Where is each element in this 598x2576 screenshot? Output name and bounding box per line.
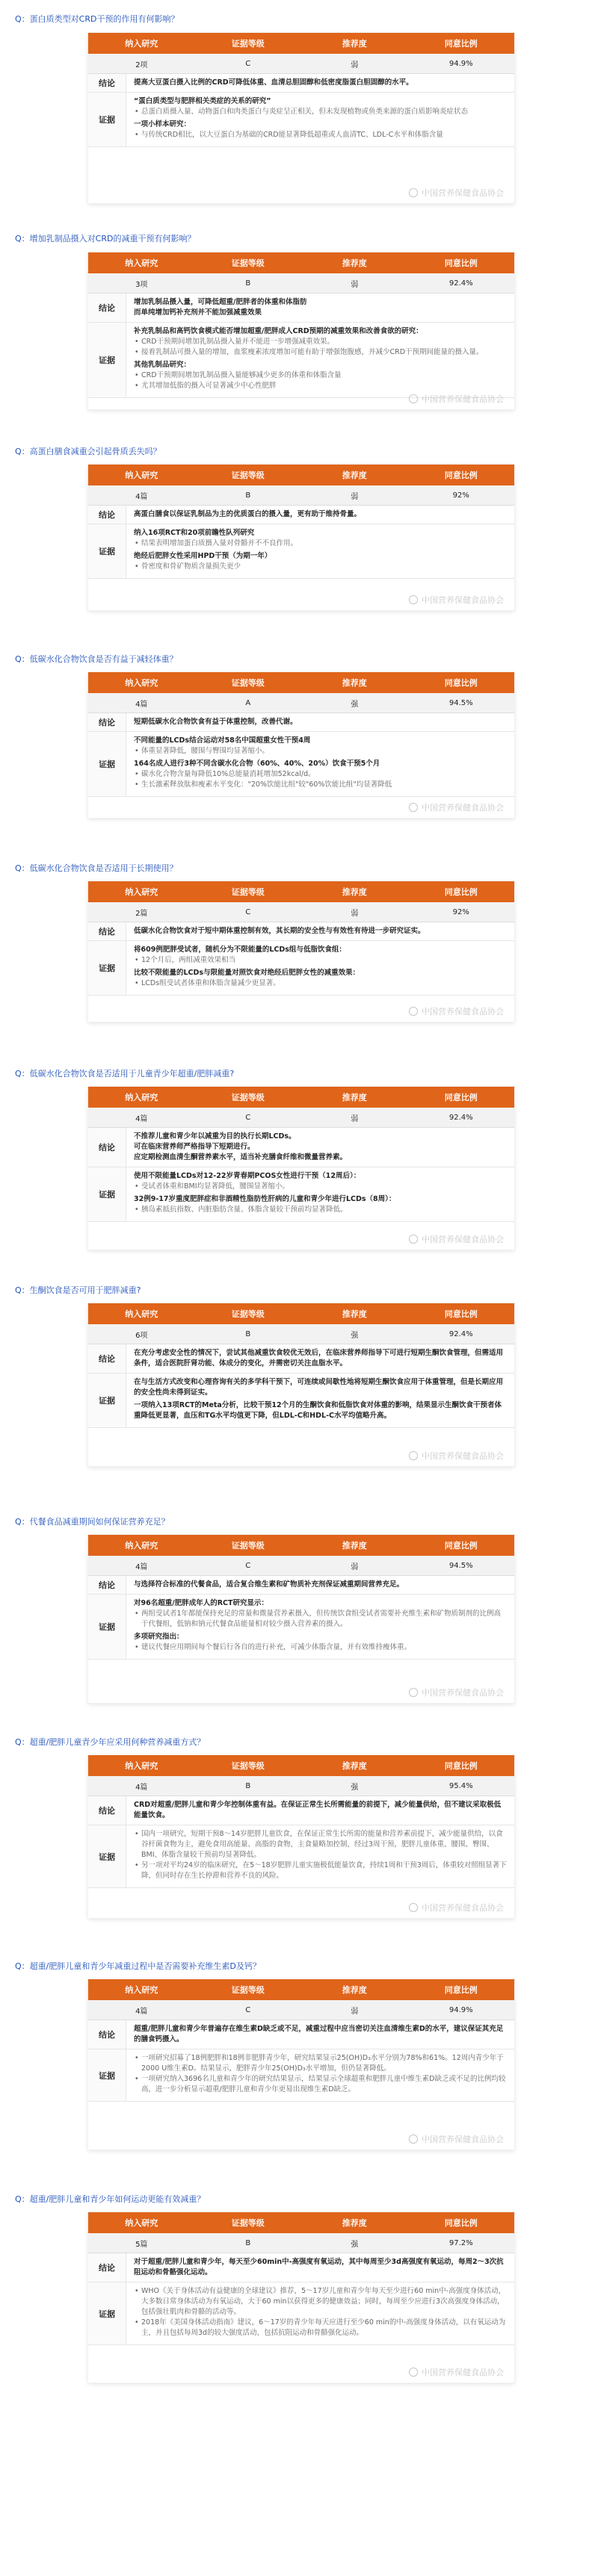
evidence-section-title: 比较不限能量的LCDs与限能量对照饮食对绝经后肥胖女性的减重效果：: [134, 969, 360, 977]
watermark-text: 中国营养保健食品协会: [422, 1451, 504, 1461]
table-value-cell: B: [245, 1781, 251, 1790]
table-header-cell: 证据等级: [231, 1985, 265, 1995]
evidence-section-title: 使用不限能量LCDs对12-22岁青春期PCOS女性进行干预（12周后）：: [134, 1172, 361, 1180]
table-value-cell: 4篇: [135, 2007, 148, 2016]
evidence-section-title: 32例9-17岁重度肥胖症和非酒精性脂肪性肝病的儿童和青少年进行LCDs（8周）：: [134, 1195, 396, 1203]
watermark: [408, 801, 504, 813]
table-header-cell: 纳入研究: [125, 1985, 158, 1995]
conclusion-content: [126, 713, 514, 731]
conclusion-text: 提高大豆蛋白摄入比例的CRD可降低体重、血清总胆固醇和低密度脂蛋白胆固醇的水平。: [134, 78, 413, 87]
table-header-cell: 纳入研究: [125, 471, 158, 480]
table-header-cell: 纳入研究: [125, 39, 158, 49]
evidence-row: [88, 1374, 514, 1428]
table-value-row: [88, 485, 514, 506]
evidence-bullet: • 建议代餐应用期间每个餐后行各自的进行补充，可减少体脂含量，并有效维持瘦体重。: [134, 1642, 507, 1653]
table-header-cell: 纳入研究: [125, 887, 158, 897]
evidence-label: 证据: [88, 93, 126, 146]
table-header-cell: 同意比例: [444, 39, 478, 49]
chat-bubble-icon: [408, 1902, 419, 1913]
table-value-cell: 强: [351, 2240, 359, 2249]
evidence-bullet: • 体重显著降低，腰围与臀围均显著缩小。: [134, 746, 507, 757]
conclusion-row: [88, 2253, 514, 2282]
table-value-cell: 4篇: [135, 1562, 148, 1571]
chat-bubble-icon: [408, 1450, 419, 1461]
evidence-section: [134, 528, 507, 549]
watermark-text: 中国营养保健食品协会: [422, 394, 504, 404]
evidence-bullet: • 总蛋白质摄入量、动物蛋白和肉类蛋白与炎症呈正相关，但未发现植物或鱼类来源的蛋白质影响炎症状态: [134, 107, 507, 117]
watermark-text: 中国营养保健食品协会: [422, 1235, 504, 1244]
summary-table: [88, 672, 514, 818]
table-value-row: [88, 902, 514, 922]
evidence-content: [126, 941, 514, 995]
evidence-section-title: 一项小样本研究：: [134, 120, 191, 128]
evidence-label: 证据: [88, 1825, 126, 1887]
table-header-cell: 同意比例: [444, 2218, 478, 2228]
evidence-section-title: 其他乳制品研究：: [134, 361, 191, 369]
conclusion-content: [126, 922, 514, 940]
conclusion-row: [88, 74, 514, 93]
evidence-label: 证据: [88, 1167, 126, 1221]
conclusion-label: 结论: [88, 922, 126, 940]
evidence-section-title: 对96名超重/肥胖成年人的RCT研究显示：: [134, 1599, 268, 1607]
table-value-cell: 强: [351, 1331, 359, 1340]
table-value-cell: 94.5%: [449, 1561, 473, 1570]
conclusion-text: CRD对超重/肥胖儿童和青少年控制体重有益。在保证正常生长所需能量的前提下，减少能量供给，但不建议采取极低能量饮食。: [134, 1801, 502, 1819]
question-link[interactable]: Q：代餐食品减重期间如何保证营养充足？: [15, 1517, 170, 1527]
table-header-cell: 推荐度: [342, 1761, 367, 1771]
table-header-cell: 证据等级: [231, 258, 265, 268]
conclusion-label: 结论: [88, 1796, 126, 1825]
table-value-cell: 97.2%: [449, 2238, 473, 2247]
chat-bubble-icon: [408, 2134, 419, 2144]
table-header-row: [88, 1303, 514, 1324]
evidence-section: [134, 1400, 507, 1421]
table-header-row: [88, 252, 514, 273]
question-link[interactable]: Q：低碳水化合物饮食是否适用于儿童青少年超重/肥胖减重?: [15, 1069, 235, 1078]
conclusion-text: 高蛋白膳食以保证乳制品为主的优质蛋白的摄入量，更有助于维持骨量。: [134, 510, 362, 518]
table-value-cell: 强: [351, 700, 359, 709]
table-value-cell: 92%: [452, 491, 469, 500]
question-link[interactable]: Q：蛋白质类型对CRD干预的作用有何影响？: [15, 14, 179, 24]
conclusion-label: 结论: [88, 2253, 126, 2282]
conclusion-text: 超重/肥胖儿童和青少年普遍存在维生素D缺乏或不足，减重过程中应当密切关注血清维生素D的水平，建议保证其充足的膳食钙摄入。: [134, 2025, 504, 2043]
table-header-cell: 纳入研究: [125, 258, 158, 268]
question-link[interactable]: Q：超重/肥胖儿童和青少年减重过程中是否需要补充维生素D及钙？: [15, 1961, 261, 1971]
chat-bubble-icon: [408, 1006, 419, 1017]
table-value-cell: 6项: [135, 1331, 148, 1340]
table-value-cell: 4篇: [135, 1114, 148, 1123]
conclusion-label: 结论: [88, 1128, 126, 1167]
evidence-bullet: • 骨密度和骨矿物质含量损失更少: [134, 562, 507, 572]
watermark-text: 中国营养保健食品协会: [422, 2135, 504, 2144]
summary-table: [88, 2212, 514, 2383]
table-header-cell: 推荐度: [342, 1309, 367, 1319]
conclusion-row: [88, 1344, 514, 1374]
table-header-cell: 推荐度: [342, 1985, 367, 1995]
evidence-content: [126, 1167, 514, 1221]
conclusion-text: 与选择符合标准的代餐食品，适合复合维生素和矿物质补充剂保证减重期间营养充足。: [134, 1580, 404, 1589]
evidence-bullet: • 与传统CRD相比，以大豆蛋白为基础的CRD能显著降低超重或人血清TC、LDL-C水平和体脂含量: [134, 130, 507, 140]
table-value-cell: 弱: [351, 60, 359, 69]
conclusion-content: [126, 506, 514, 524]
evidence-row: [88, 1825, 514, 1888]
evidence-bullet: • 12个月后，两组减重效果相当: [134, 955, 507, 966]
evidence-section-title: 纳入16项RCT和20项前瞻性队列研究: [134, 529, 255, 537]
evidence-section: [134, 736, 507, 757]
table-value-cell: A: [245, 698, 251, 707]
table-header-cell: 证据等级: [231, 1093, 265, 1102]
conclusion-row: [88, 713, 514, 732]
table-value-cell: C: [245, 1561, 251, 1570]
conclusion-label: 结论: [88, 1344, 126, 1373]
table-value-row: [88, 1324, 514, 1344]
table-header-row: [88, 1535, 514, 1556]
table-value-cell: 92%: [452, 907, 469, 916]
evidence-label: 证据: [88, 732, 126, 796]
watermark: [408, 1005, 504, 1017]
evidence-section-title: 多项研究指出：: [134, 1633, 184, 1641]
evidence-label: 证据: [88, 941, 126, 995]
evidence-row: [88, 2282, 514, 2345]
conclusion-label: 结论: [88, 74, 126, 92]
summary-table: [88, 1535, 514, 1703]
evidence-section-title: 不同能量的LCDs结合运动对58名中国超重女性干预4周: [134, 736, 311, 745]
watermark-text: 中国营养保健食品协会: [422, 803, 504, 813]
chat-bubble-icon: [408, 2367, 419, 2377]
table-header-cell: 证据等级: [231, 471, 265, 480]
conclusion-row: [88, 922, 514, 941]
watermark-text: 中国营养保健食品协会: [422, 188, 504, 198]
watermark: [408, 594, 504, 606]
watermark-text: 中国营养保健食品协会: [422, 1007, 504, 1017]
evidence-content: [126, 732, 514, 796]
watermark: [408, 1902, 504, 1914]
evidence-section: [134, 759, 507, 790]
table-value-cell: 弱: [351, 1562, 359, 1571]
conclusion-content: [126, 1576, 514, 1594]
table-header-cell: 同意比例: [444, 1309, 478, 1319]
table-value-cell: 弱: [351, 1114, 359, 1123]
table-value-cell: C: [245, 2005, 251, 2014]
table-header-cell: 同意比例: [444, 887, 478, 897]
evidence-row: [88, 941, 514, 996]
conclusion-content: [126, 1796, 514, 1825]
conclusion-row: [88, 1128, 514, 1167]
evidence-row: [88, 93, 514, 147]
evidence-content: [126, 2282, 514, 2344]
table-value-row: [88, 273, 514, 294]
table-header-cell: 证据等级: [231, 1761, 265, 1771]
watermark: [408, 1450, 504, 1462]
evidence-section-title: 164名成人进行3种不同含碳水化合物（60%、40%、20%）饮食干预5个月: [134, 760, 380, 768]
table-value-cell: 92.4%: [449, 279, 473, 288]
table-value-cell: 95.4%: [449, 1781, 473, 1790]
table-header-row: [88, 672, 514, 693]
table-value-cell: 强: [351, 1783, 359, 1792]
question-link[interactable]: Q：高蛋白膳食减重会引起骨质丢失吗？: [15, 447, 161, 456]
evidence-bullet: • 国内一项研究，短期干预8～14岁肥胖儿童饮食，在保证正常生长所需的能量和营养素前提下，减少能量供给，以食谷杆菌食物为主，避免食用高能量、高脂的食物，主食量略加控制，经过3周干预，肥胖儿童体重、腰围、臀围、BMI、体脂含量较干预前均显著降低。: [134, 1829, 507, 1860]
table-header-row: [88, 33, 514, 54]
chat-bubble-icon: [408, 595, 419, 605]
evidence-label: 证据: [88, 524, 126, 578]
conclusion-content: [126, 74, 514, 92]
table-value-cell: 92.4%: [449, 1113, 473, 1122]
evidence-bullet: • 一项研究纳入3696名儿童和青少年的研究结果显示，结果显示全球超重和肥胖儿童中维生素D缺乏或不足的比例均较高，进一步分析显示超重/肥胖儿童和青少年更易出现维生素D缺乏。: [134, 2074, 507, 2095]
table-header-cell: 推荐度: [342, 2218, 367, 2228]
table-header-cell: 推荐度: [342, 1541, 367, 1551]
evidence-section: [134, 96, 507, 117]
watermark: [408, 1686, 504, 1698]
table-header-cell: 同意比例: [444, 471, 478, 480]
chat-bubble-icon: [408, 1234, 419, 1244]
evidence-bullet: • 胰岛素抵抗指数、内脏脂肪含量、体脂含量较干预前均显著降低。: [134, 1205, 507, 1215]
evidence-section: [134, 120, 507, 140]
watermark-text: 中国营养保健食品协会: [422, 2368, 504, 2377]
summary-table: [88, 33, 514, 203]
evidence-label: 证据: [88, 2049, 126, 2101]
evidence-section: [134, 1377, 507, 1398]
conclusion-content: [126, 1128, 514, 1167]
table-header-cell: 同意比例: [444, 1093, 478, 1102]
evidence-content: [126, 323, 514, 397]
conclusion-text: 不推荐儿童和青少年以减重为目的执行长期LCDs。 可在临床营养师严格指导下短期进行。 应定期检测血清生酮营养素水平，适当补充膳食纤维和微量营养素。: [134, 1132, 348, 1161]
evidence-bullet: • CRD干预期间增加乳制品摄入量并不能进一步增强减重效果。: [134, 337, 507, 347]
evidence-section: [134, 968, 507, 989]
table-value-cell: B: [245, 1329, 251, 1338]
table-value-cell: 94.9%: [449, 59, 473, 68]
conclusion-label: 结论: [88, 713, 126, 731]
evidence-label: 证据: [88, 323, 126, 397]
conclusion-row: [88, 2020, 514, 2049]
conclusion-text: 增加乳制品摄入量，可降低超重/肥胖者的体重和体脂肪 而单纯增加钙补充剂并不能加强减重效果: [134, 298, 307, 317]
evidence-content: [126, 1825, 514, 1887]
evidence-bullet: • 结果表明增加蛋白质摄入量对骨骼并不不良作用。: [134, 539, 507, 549]
watermark-text: 中国营养保健食品协会: [422, 1903, 504, 1913]
table-value-cell: C: [245, 907, 251, 916]
conclusion-row: [88, 1576, 514, 1595]
conclusion-text: 低碳水化合物饮食对于短中期体重控制有效，其长期的安全性与有效性有待进一步研究证实。: [134, 927, 425, 935]
evidence-section: [134, 326, 507, 358]
table-value-cell: 2项: [135, 60, 148, 69]
evidence-content: [126, 524, 514, 578]
table-header-cell: 推荐度: [342, 39, 367, 49]
table-value-cell: 2篇: [135, 909, 148, 918]
question-link[interactable]: Q：低碳水化合物饮食是否适用于长期使用？: [15, 863, 178, 873]
conclusion-label: 结论: [88, 506, 126, 524]
watermark: [408, 2133, 504, 2145]
question-link[interactable]: Q：超重/肥胖儿童青少年应采用何种营养减重方式？: [15, 1737, 206, 1747]
watermark-text: 中国营养保健食品协会: [422, 1688, 504, 1698]
evidence-section: [134, 2053, 507, 2095]
conclusion-label: 结论: [88, 1576, 126, 1594]
conclusion-content: [126, 2020, 514, 2049]
evidence-section: [134, 1598, 507, 1630]
conclusion-content: [126, 2253, 514, 2282]
table-header-cell: 纳入研究: [125, 1541, 158, 1551]
conclusion-content: [126, 294, 514, 322]
table-header-cell: 证据等级: [231, 887, 265, 897]
table-header-cell: 推荐度: [342, 887, 367, 897]
table-header-cell: 同意比例: [444, 1761, 478, 1771]
table-header-row: [88, 465, 514, 485]
table-header-cell: 推荐度: [342, 1093, 367, 1102]
evidence-content: [126, 2049, 514, 2101]
table-header-cell: 推荐度: [342, 471, 367, 480]
evidence-bullet: • 受试者体重和BMI均显著降低，腰围显著缩小。: [134, 1182, 507, 1192]
evidence-section-title: 将609例肥胖受试者，随机分为不限能量的LCDs组与低脂饮食组：: [134, 946, 346, 954]
evidence-section: [134, 2286, 507, 2338]
table-header-cell: 证据等级: [231, 1309, 265, 1319]
table-value-row: [88, 1556, 514, 1576]
evidence-label: 证据: [88, 1595, 126, 1659]
conclusion-text: 在充分考虑安全性的情况下，尝试其他减重饮食较优无效后，在临床营养师指导下可进行短期生酮饮食管理，但需适用条件，适合医院肝肾功能、体成分的变化，并需密切关注血脂水平。: [134, 1349, 504, 1368]
table-header-cell: 证据等级: [231, 678, 265, 688]
chat-bubble-icon: [408, 187, 419, 198]
evidence-content: [126, 93, 514, 146]
evidence-row: [88, 1595, 514, 1660]
table-header-row: [88, 1755, 514, 1776]
question-link[interactable]: Q：超重/肥胖儿童和青少年如何运动更能有效减重？: [15, 2194, 206, 2204]
table-value-cell: 弱: [351, 280, 359, 289]
evidence-bullet: • 碳水化合物含量每降低10%总能量消耗增加52kcal/d。: [134, 769, 507, 780]
evidence-bullet: • 2018年《美国身体活动指南》建议，6～17岁的青少年每天应进行至少60 min的中-高强度身体活动，以有氧运动为主，并且包括每周3d的较大强度活动，包括抗阻运动和骨骼强化运动。: [134, 2318, 507, 2338]
table-value-cell: 94.5%: [449, 698, 473, 707]
question-link[interactable]: Q：增加乳制品摄入对CRD的减重干预有何影响？: [15, 234, 196, 243]
summary-table: [88, 881, 514, 1022]
evidence-section: [134, 1829, 507, 1881]
question-link[interactable]: Q：低碳水化合物饮食是否有益于减轻体重？: [15, 654, 178, 664]
chat-bubble-icon: [408, 1687, 419, 1698]
evidence-label: 证据: [88, 1374, 126, 1427]
evidence-bullet: • CRD干预期间增加乳制品摄入量能够减少更多的体重和体脂含量: [134, 370, 507, 381]
conclusion-label: 结论: [88, 2020, 126, 2049]
chat-bubble-icon: [408, 802, 419, 813]
table-header-cell: 推荐度: [342, 678, 367, 688]
summary-table: [88, 1755, 514, 1918]
evidence-bullet: • 生长激素释放肽和瘦素水平变化："20%饮能比组"较"60%饮能比组"均显著降低: [134, 780, 507, 790]
summary-table: [88, 465, 514, 610]
table-header-cell: 证据等级: [231, 1541, 265, 1551]
table-header-row: [88, 2212, 514, 2233]
evidence-section: [134, 360, 507, 391]
evidence-row: [88, 2049, 514, 2102]
table-value-cell: 弱: [351, 909, 359, 918]
summary-table: [88, 1303, 514, 1466]
evidence-bullet: • LCDs组受试者体重和体脂含量减少更显著。: [134, 978, 507, 989]
conclusion-text: 短期低碳水化合物饮食有益于体重控制，改善代谢。: [134, 718, 298, 726]
evidence-section-title: 补充乳制品和高钙饮食模式能否增加超重/肥胖成人CRD预期的减重效果和改善食欲的研究：: [134, 327, 423, 335]
table-value-cell: 4篇: [135, 700, 148, 709]
table-header-row: [88, 881, 514, 902]
table-header-cell: 纳入研究: [125, 1309, 158, 1319]
table-header-cell: 纳入研究: [125, 1761, 158, 1771]
table-value-row: [88, 1108, 514, 1128]
watermark: [408, 187, 504, 199]
evidence-section-title: 在与生活方式改变和心理咨询有关的多学科干预下，可连续或间歇性地将短期生酮饮食应用于体重管理，但是长期应用的安全性尚未得到证实。: [134, 1378, 504, 1397]
table-value-cell: 弱: [351, 2007, 359, 2016]
evidence-bullet: • 尤其增加低脂的摄入可显著减少中心性肥胖: [134, 381, 507, 391]
question-link[interactable]: Q：生酮饮食是否可用于肥胖减重?: [15, 1285, 141, 1295]
table-value-row: [88, 2000, 514, 2020]
table-header-cell: 同意比例: [444, 678, 478, 688]
evidence-label: 证据: [88, 2282, 126, 2344]
watermark-text: 中国营养保健食品协会: [422, 595, 504, 605]
table-value-row: [88, 693, 514, 713]
watermark: [408, 2366, 504, 2378]
evidence-bullet: • 另一项对平均24岁的临床研究，在5～18岁肥胖儿童实施极低能量饮食，持续1周和干预3周后，体重较对照组显著下降，但同时存在生长停滞和营养不良的风险。: [134, 1860, 507, 1881]
table-header-cell: 同意比例: [444, 1985, 478, 1995]
table-value-cell: C: [245, 59, 251, 68]
table-value-cell: C: [245, 1113, 251, 1122]
table-value-cell: B: [245, 491, 251, 500]
evidence-row: [88, 524, 514, 579]
table-header-cell: 纳入研究: [125, 1093, 158, 1102]
table-value-cell: 4篇: [135, 1783, 148, 1792]
evidence-section-title: “蛋白质类型与肥胖相关类症的关系的研究”: [134, 97, 271, 105]
evidence-section-title: 一项纳入13项RCT的Meta分析，比较干预12个月的生酮饮食和低脂饮食对体重的影响，结果显示生酮饮食干预者体重降低更显著，血压和TG水平均值更下降，但LDL-C和HDL-C水平均值略升高。: [134, 1401, 502, 1420]
evidence-row: [88, 323, 514, 398]
table-header-cell: 推荐度: [342, 258, 367, 268]
table-header-cell: 同意比例: [444, 1541, 478, 1551]
evidence-section: [134, 945, 507, 966]
evidence-row: [88, 732, 514, 797]
table-value-cell: 弱: [351, 492, 359, 501]
table-value-cell: 4篇: [135, 492, 148, 501]
evidence-content: [126, 1374, 514, 1427]
table-header-row: [88, 1979, 514, 2000]
table-value-cell: B: [245, 279, 251, 288]
table-header-cell: 同意比例: [444, 258, 478, 268]
conclusion-row: [88, 294, 514, 323]
conclusion-label: 结论: [88, 294, 126, 322]
summary-table: [88, 1979, 514, 2150]
table-value-row: [88, 1776, 514, 1796]
table-header-cell: 证据等级: [231, 2218, 265, 2228]
evidence-row: [88, 1167, 514, 1222]
conclusion-row: [88, 506, 514, 524]
table-value-cell: 3项: [135, 280, 148, 289]
evidence-bullet: • 两组受试者1年都能保持充足的常量和微量营养素摄入，但传统饮食组受试者需要补充维生素和矿物质制剂的比例高于代餐组，低钠和钠元代餐食品能量相对较少摄入营养素的摄入。: [134, 1609, 507, 1630]
summary-table: [88, 1087, 514, 1250]
evidence-content: [126, 1595, 514, 1659]
table-header-cell: 证据等级: [231, 39, 265, 49]
evidence-bullet: • 一项研究招募了18例肥胖和18例非肥胖青少年，研究结果显示25(OH)D₃水平分别为78%和61%。12周内青少年于2000 U维生素D。结果显示，肥胖青少年25(OH)D₃水平增加，但仍显著降低。: [134, 2053, 507, 2074]
evidence-bullet: • WHO《关于身体活动有益健康的全球建议》推荐，5～17岁儿童和青少年每天至少进行60 min中-高强度身体活动，大多数日常身体活动为有氧运动，大于60 min以获得更多的健康效益；同时，每周至少应进行3次高强度身体活动，包括强壮肌肉和骨骼的活动等。: [134, 2286, 507, 2318]
table-header-cell: 纳入研究: [125, 678, 158, 688]
conclusion-text: 对于超重/肥胖儿童和青少年，每天至少60min中-高强度有氧运动，其中每周至少3d高强度有氧运动，每周2～3次抗阻运动和骨骼强化运动。: [134, 2258, 504, 2276]
evidence-section: [134, 551, 507, 572]
evidence-section: [134, 1194, 507, 1215]
watermark: [408, 1233, 504, 1245]
summary-table: [88, 252, 514, 409]
table-value-cell: 92.4%: [449, 1329, 473, 1338]
evidence-bullet: • 接着乳制品可摄入量的增加，血浆瘦素浓度增加可能有助于增强饱腹感，并减少CRD干预期间能量的摄入量。: [134, 347, 507, 358]
table-value-cell: B: [245, 2238, 251, 2247]
conclusion-row: [88, 1796, 514, 1825]
conclusion-content: [126, 1344, 514, 1373]
evidence-section: [134, 1171, 507, 1192]
table-value-cell: 5篇: [135, 2240, 148, 2249]
table-value-row: [88, 54, 514, 74]
evidence-section-title: 绝经后肥胖女性采用HPD干预（为期一年）: [134, 552, 272, 560]
table-value-cell: 94.9%: [449, 2005, 473, 2014]
table-header-row: [88, 1087, 514, 1108]
table-value-row: [88, 2233, 514, 2253]
evidence-section: [134, 1632, 507, 1653]
table-header-cell: 纳入研究: [125, 2218, 158, 2228]
